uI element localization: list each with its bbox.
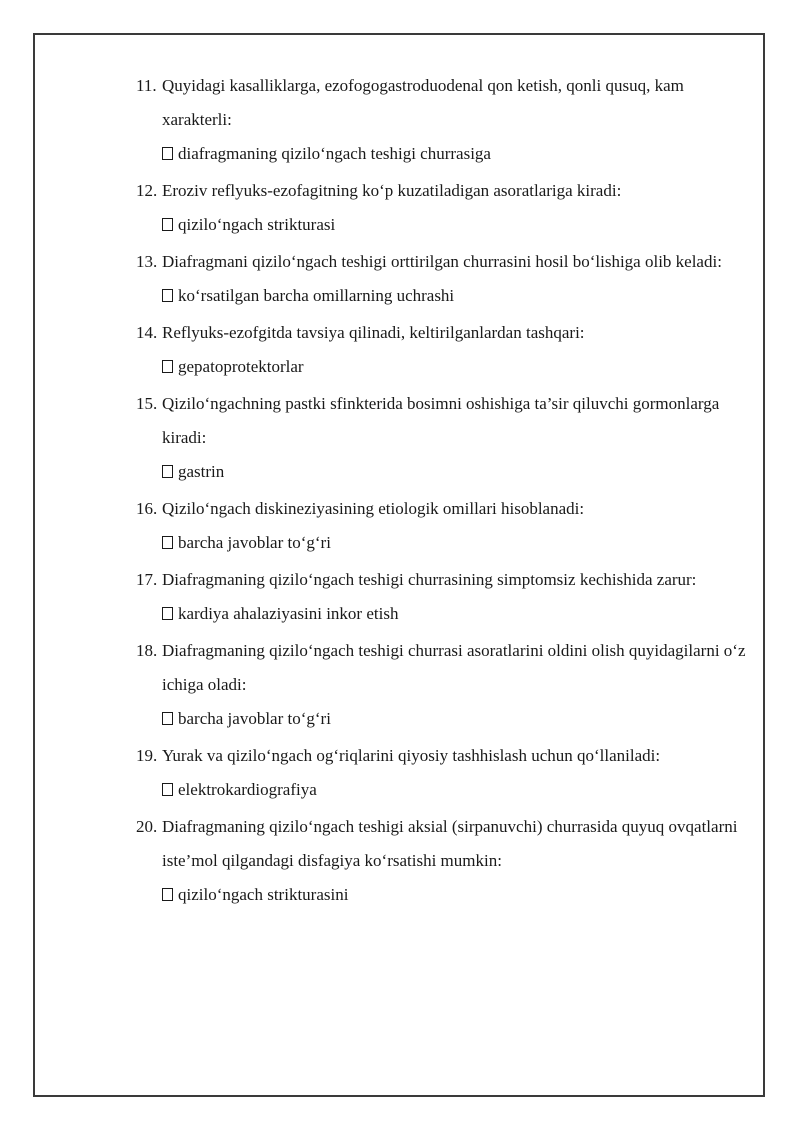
question-number: 18. — [136, 641, 158, 660]
question-text: Yurak va qizilo‘ngach og‘riqlarini qiyosiy tashhislash uchun qo‘llaniladi: — [162, 746, 661, 765]
answer-text: gastrin — [178, 462, 225, 481]
question-number: 12. — [136, 181, 158, 200]
question-item — [136, 245, 748, 313]
answer — [136, 773, 748, 807]
question-text: Reflyuks-ezofgitda tavsiya qilinadi, keltirilganlardan tashqari: — [162, 323, 585, 342]
question-item — [136, 634, 748, 736]
answer — [136, 137, 748, 171]
question-list — [136, 69, 748, 915]
question — [136, 69, 748, 137]
question — [136, 316, 748, 350]
answer — [136, 350, 748, 384]
answer — [136, 208, 748, 242]
answer — [136, 878, 748, 912]
question-text: Diafragmaning qizilo‘ngach teshigi churrasining simptomsiz kechishida zarur: — [162, 570, 697, 589]
checkbox-icon — [162, 607, 173, 620]
checkbox-icon — [162, 783, 173, 796]
question — [136, 810, 748, 878]
question — [136, 563, 748, 597]
question-text: Qizilo‘ngach diskineziyasining etiologik omillari hisoblanadi: — [162, 499, 585, 518]
answer-text: elektrokardiografiya — [178, 780, 317, 799]
question-number: 19. — [136, 746, 158, 765]
answer-text: kardiya ahalaziyasini inkor etish — [178, 604, 399, 623]
answer-text: qizilo‘ngach strikturasi — [178, 215, 336, 234]
checkbox-icon — [162, 218, 173, 231]
checkbox-icon — [162, 289, 173, 302]
answer — [136, 279, 748, 313]
checkbox-icon — [162, 465, 173, 478]
answer-text: qizilo‘ngach strikturasini — [178, 885, 349, 904]
question-text: Diafragmani qizilo‘ngach teshigi orttirilgan churrasini hosil bo‘lishiga olib keladi: — [162, 252, 722, 271]
question-text: Diafragmaning qizilo‘ngach teshigi aksial (sirpanuvchi) churrasida quyuq ovqatlarni iste’mol qilgandagi disfagiya ko‘rsatishi mumkin: — [162, 817, 738, 870]
question-item — [136, 174, 748, 242]
checkbox-icon — [162, 712, 173, 725]
question — [136, 174, 748, 208]
question-item — [136, 563, 748, 631]
question-number: 11. — [136, 76, 157, 95]
answer — [136, 526, 748, 560]
question — [136, 245, 748, 279]
question-item — [136, 810, 748, 912]
answer — [136, 455, 748, 489]
answer-text: barcha javoblar to‘g‘ri — [178, 709, 331, 728]
checkbox-icon — [162, 536, 173, 549]
checkbox-icon — [162, 147, 173, 160]
question-number: 13. — [136, 252, 158, 271]
question-item — [136, 492, 748, 560]
question-item — [136, 387, 748, 489]
question-item — [136, 739, 748, 807]
answer-text: barcha javoblar to‘g‘ri — [178, 533, 331, 552]
checkbox-icon — [162, 888, 173, 901]
answer-text: gepatoprotektorlar — [178, 357, 304, 376]
question — [136, 387, 748, 455]
question-item — [136, 69, 748, 171]
question — [136, 634, 748, 702]
question-item — [136, 316, 748, 384]
answer-text: diafragmaning qizilo‘ngach teshigi churrasiga — [178, 144, 491, 163]
checkbox-icon — [162, 360, 173, 373]
answer — [136, 702, 748, 736]
question-number: 20. — [136, 817, 158, 836]
answer — [136, 597, 748, 631]
question-text: Diafragmaning qizilo‘ngach teshigi churrasi asoratlarini oldini olish quyidagilarni o‘z ichiga oladi: — [162, 641, 746, 694]
question-number: 16. — [136, 499, 158, 518]
question-text: Quyidagi kasalliklarga, ezofogogastroduodenal qon ketish, qonli qusuq, kam xarakterli: — [162, 76, 684, 129]
question-number: 15. — [136, 394, 158, 413]
question-number: 17. — [136, 570, 158, 589]
answer-text: ko‘rsatilgan barcha omillarning uchrashi — [178, 286, 455, 305]
question — [136, 492, 748, 526]
question — [136, 739, 748, 773]
question-number: 14. — [136, 323, 158, 342]
question-text: Qizilo‘ngachning pastki sfinkterida bosimni oshishiga ta’sir qiluvchi gormonlarga kiradi: — [162, 394, 720, 447]
question-text: Eroziv reflyuks-ezofagitning ko‘p kuzatiladigan asoratlariga kiradi: — [162, 181, 622, 200]
